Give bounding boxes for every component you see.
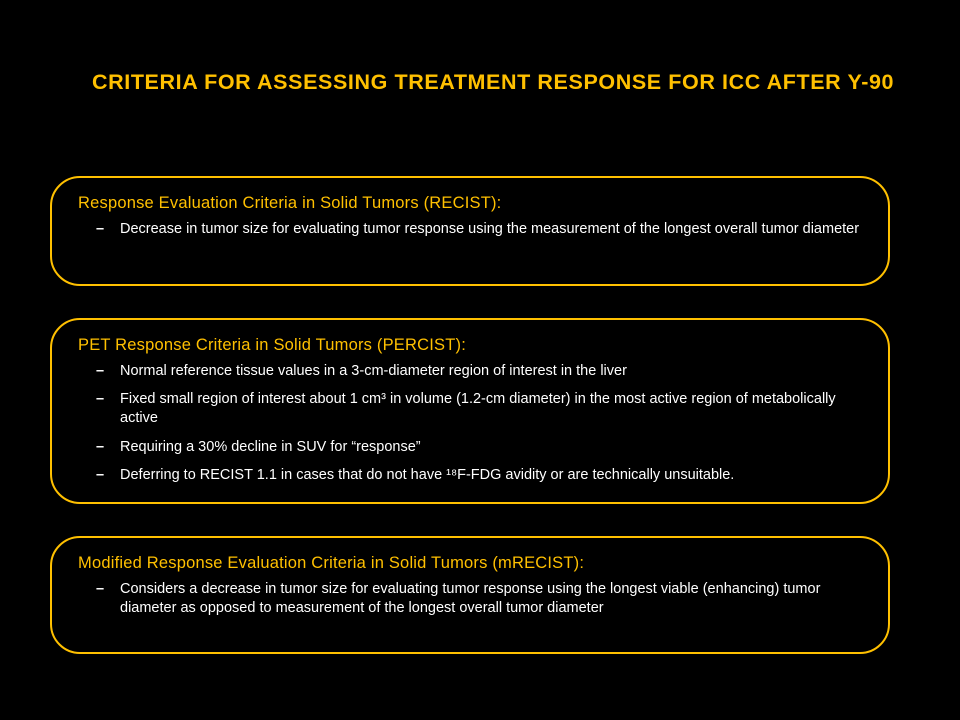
card-heading: Response Evaluation Criteria in Solid Tumors (RECIST): <box>78 194 502 212</box>
bullet-dash-icon: – <box>96 466 105 483</box>
list-item-text: Fixed small region of interest about 1 cm³ in volume (1.2-cm diameter) in the most active region of metabolically active <box>120 391 836 427</box>
list-item <box>78 220 862 239</box>
criteria-card-recist <box>50 176 890 286</box>
list-item-text: Decrease in tumor size for evaluating tumor response using the measurement of the longest overall tumor diameter <box>120 220 860 237</box>
bullet-list <box>78 362 862 485</box>
criteria-card-percist <box>50 318 890 504</box>
bullet-dash-icon: – <box>96 362 105 379</box>
card-heading: Modified Response Evaluation Criteria in Solid Tumors (mRECIST): <box>78 554 585 572</box>
card-heading: PET Response Criteria in Solid Tumors (PERCIST): <box>78 336 466 354</box>
list-item <box>78 438 862 457</box>
bullet-dash-icon: – <box>96 220 105 237</box>
list-item <box>78 362 862 381</box>
list-item-text: Normal reference tissue values in a 3-cm-diameter region of interest in the liver <box>120 362 627 379</box>
list-item <box>78 390 862 429</box>
bullet-dash-icon: – <box>96 580 105 597</box>
list-item <box>78 580 862 619</box>
list-item <box>78 466 862 485</box>
bullet-list <box>78 580 862 619</box>
list-item-text: Deferring to RECIST 1.1 in cases that do not have ¹⁸F-FDG avidity or are technically unsuitable. <box>120 466 735 483</box>
bullet-list <box>78 220 862 239</box>
bullet-dash-icon: – <box>96 438 105 455</box>
list-item-text: Requiring a 30% decline in SUV for “response” <box>120 438 421 455</box>
list-item-text: Considers a decrease in tumor size for evaluating tumor response using the longest viable (enhancing) tumor diameter as opposed to measurement of the longest overall tumor diameter <box>120 580 821 617</box>
bullet-dash-icon: – <box>96 391 105 408</box>
criteria-card-mrecist <box>50 536 890 654</box>
page-title: CRITERIA FOR ASSESSING TREATMENT RESPONSE FOR ICC AFTER Y-90 <box>92 70 895 94</box>
